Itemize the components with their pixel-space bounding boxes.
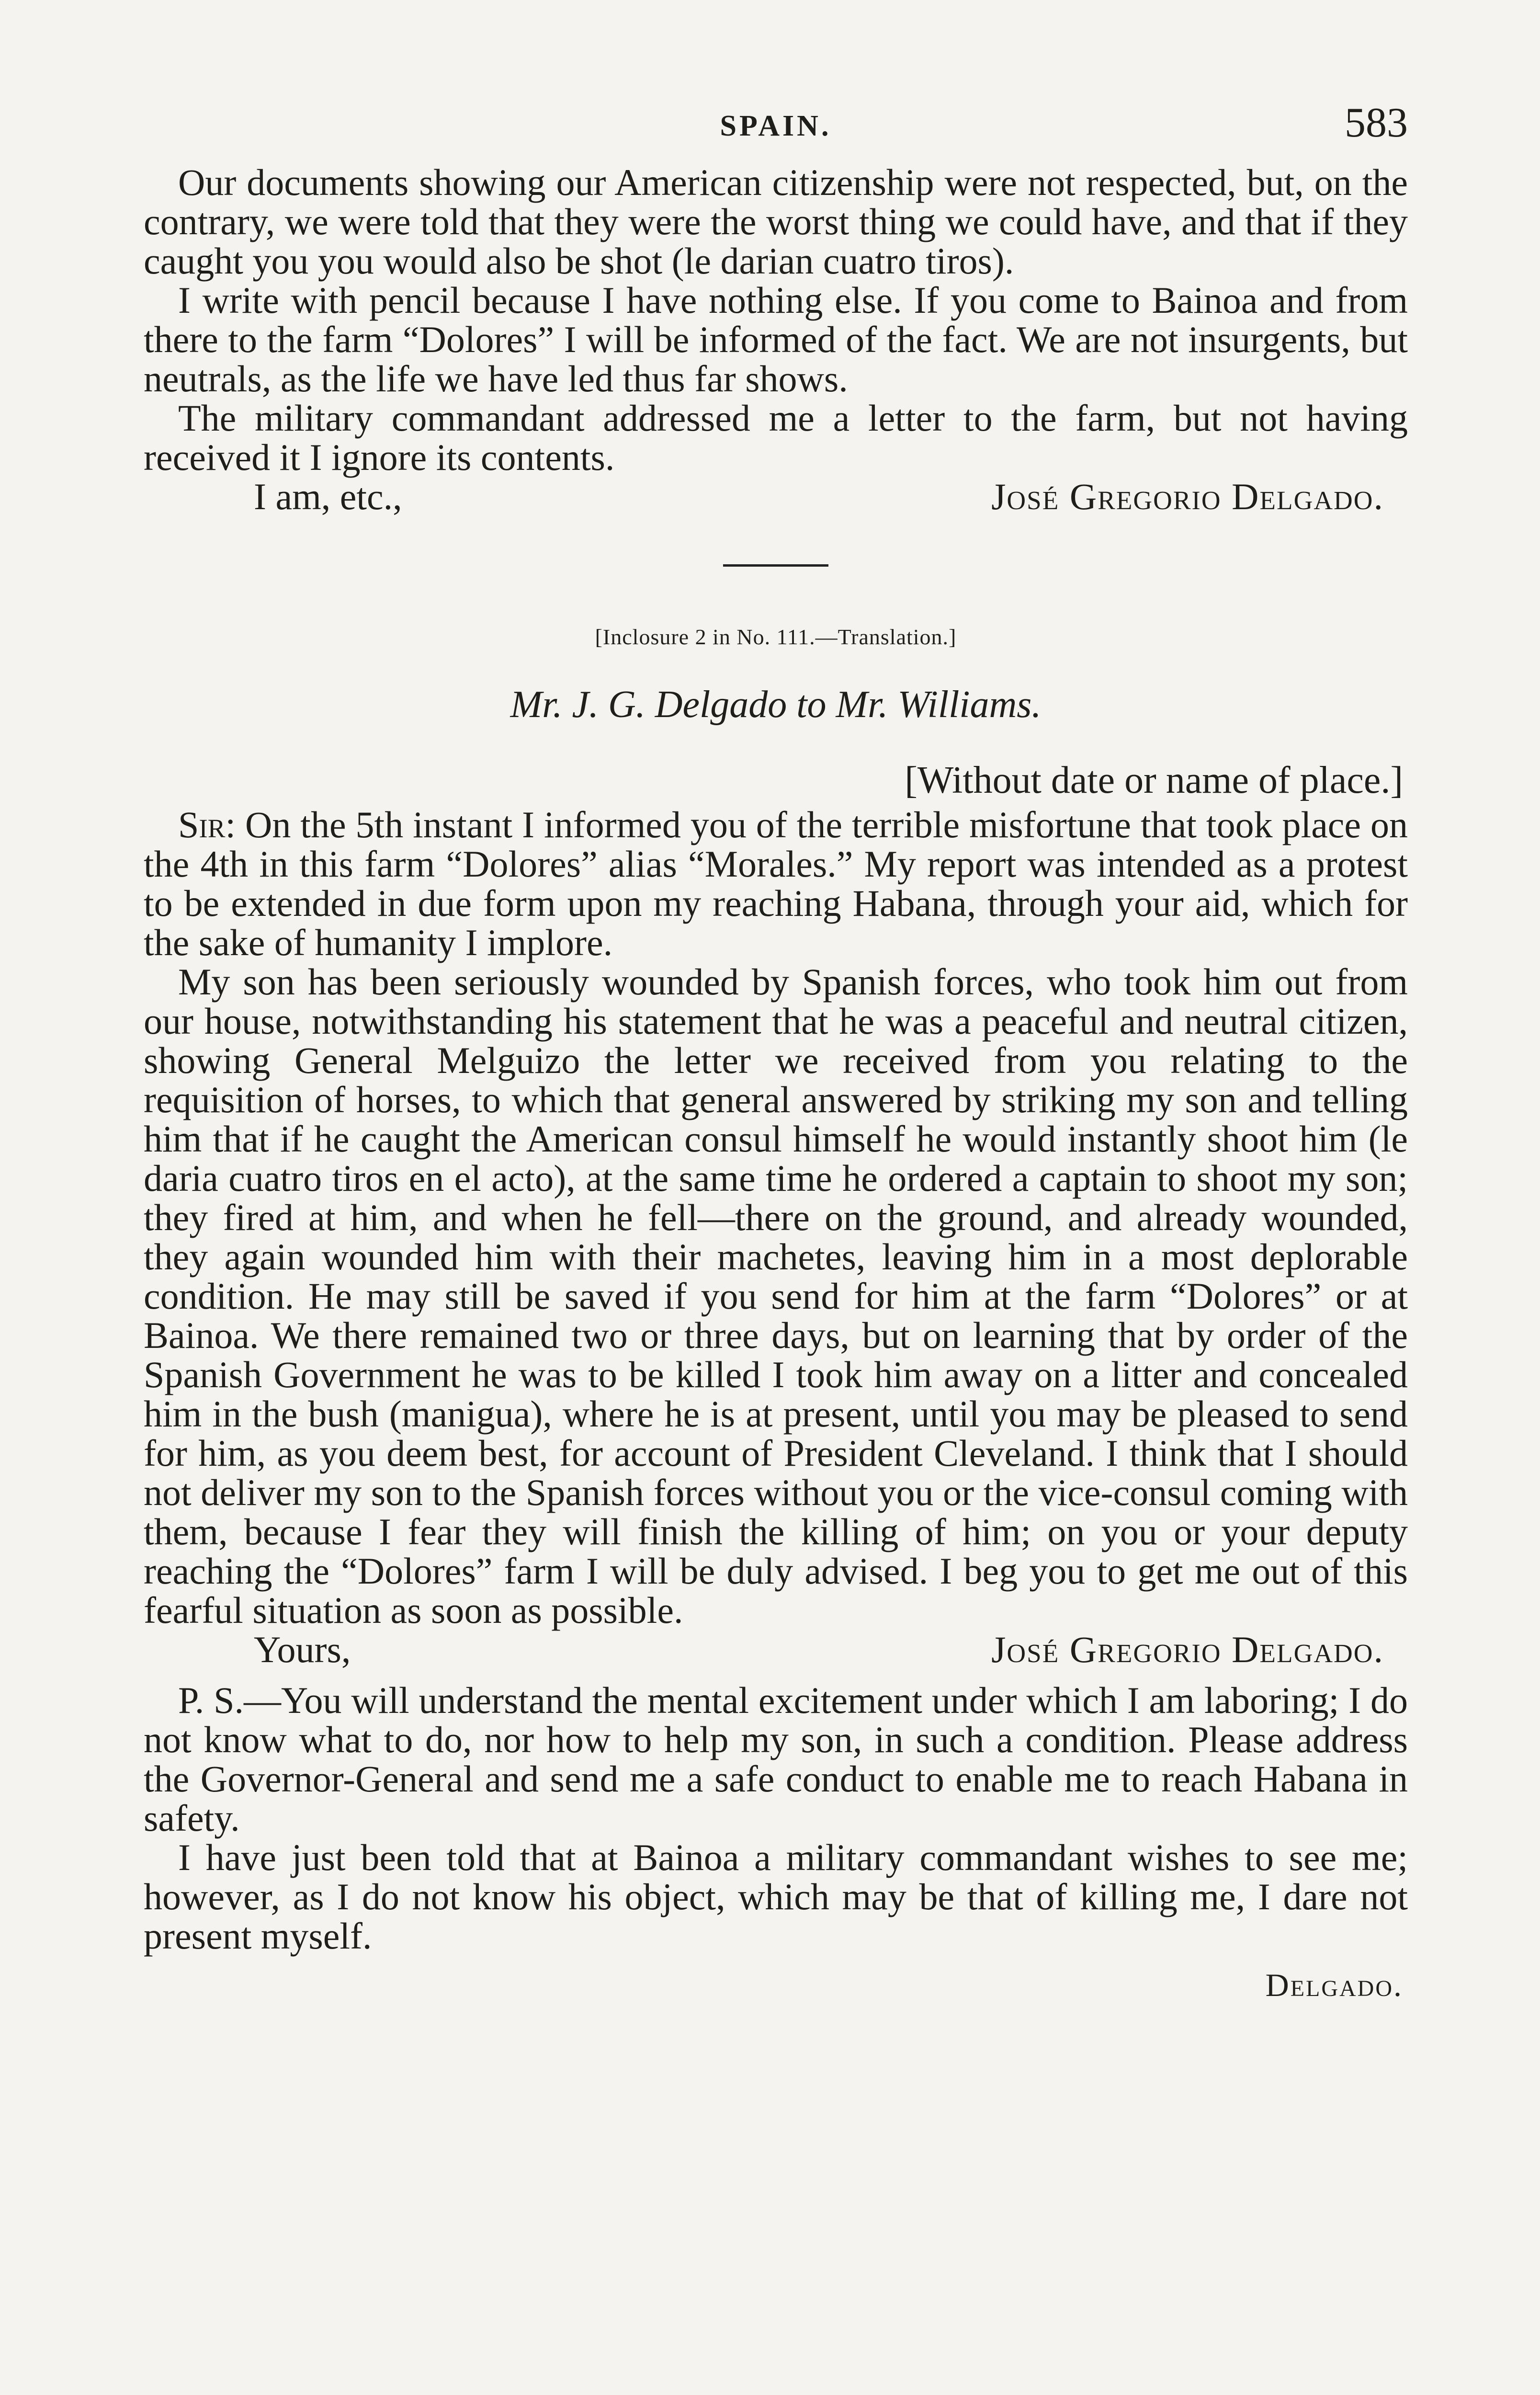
letter1-signature: José Gregorio Delgado. — [991, 476, 1384, 517]
postscript-paragraph: I have just been told that at Bainoa a military commandant wishes to see me; however, as I do not know his object, which may be that of killing me, I dare not present myself. — [144, 1836, 1408, 1957]
inclosure-heading: [Inclosure 2 in No. 111.—Translation.] — [595, 625, 957, 649]
document-page — [144, 96, 1408, 2395]
postscript-paragraph: P. S.—You will understand the mental excitement under which I am laboring; I do not know what to do, nor how to help my son, in such a condition. Please address the Governor-General and send me a safe conduct to enable me to reach Habana in safety. — [144, 1679, 1408, 1839]
letter2-title: Mr. J. G. Delgado to Mr. Williams. — [510, 684, 1042, 726]
letter2-salutation: Sir: — [178, 804, 236, 845]
section-divider — [723, 564, 828, 567]
postscript-signature: Delgado. — [1265, 1967, 1403, 2003]
letter-two — [144, 683, 1408, 2004]
letter2-valediction: Yours, — [254, 1629, 351, 1670]
letter1-paragraph: Our documents showing our American citizenship were not respected, but, on the contrary, we were told that they were the worst thing we could have, and that if they caught you you would also be shot (le darian cuatro tiros). — [144, 161, 1408, 282]
letter2-closing — [144, 1630, 1408, 1669]
letter2-first-paragraph — [144, 805, 1408, 962]
running-title: SPAIN. — [720, 110, 832, 142]
letter1-paragraph: I write with pencil because I have nothing else. If you come to Bainoa and from there to the farm “Dolores” I will be informed of the fact. We are not insurgents, but neutrals, as the life we have led thus far shows. — [144, 279, 1408, 399]
letter1-closing — [144, 477, 1408, 516]
letter-one-continued — [144, 163, 1408, 516]
page-header — [144, 96, 1408, 163]
letter1-valediction: I am, etc., — [254, 476, 402, 517]
page-number: 583 — [1345, 100, 1408, 146]
letter1-paragraph: The military commandant addressed me a letter to the farm, but not having received it I ignore its contents. — [144, 397, 1408, 478]
letter2-paragraph-text: On the 5th instant I informed you of the terrible misfortune that took place on the 4th in this farm “Dolores” alias “Morales.” My report was intended as a protest to be extended in due form upon my reaching Habana, through your aid, which for the sake of humanity I implore. — [144, 804, 1408, 963]
letter2-paragraph: My son has been seriously wounded by Spanish forces, who took him out from our house, notwithstanding his statement that he was a peaceful and neutral citizen, showing General Melguizo the letter we received from you relating to the requisition of horses, to which that general answered by striking my son and telling him that if he caught the American consul himself he would instantly shoot him (le daria cuatro tiros en el acto), at the same time he ordered a captain to shoot my son; they fired at him, and when he fell—there on the ground, and already wounded, they again wounded him with their machetes, leaving him in a most deplorable condition. He may still be saved if you send for him at the farm “Dolores” or at Bainoa. We there remained two or three days, but on learning that by order of the Spanish Government he was to be killed I took him away on a litter and concealed him in the bush (manigua), where he is at present, until you may be pleased to send for him, as you deem best, for account of President Cleveland. I think that I should not deliver my son to the Spanish forces without you or the vice-consul coming with them, because I fear they will finish the killing of him; on you or your deputy reaching the “Dolores” farm I will be duly advised. I beg you to get me out of this fearful situation as soon as possible. — [144, 961, 1408, 1631]
letter2-signature: José Gregorio Delgado. — [991, 1629, 1384, 1670]
letter2-dateline: [Without date or name of place.] — [905, 759, 1403, 801]
